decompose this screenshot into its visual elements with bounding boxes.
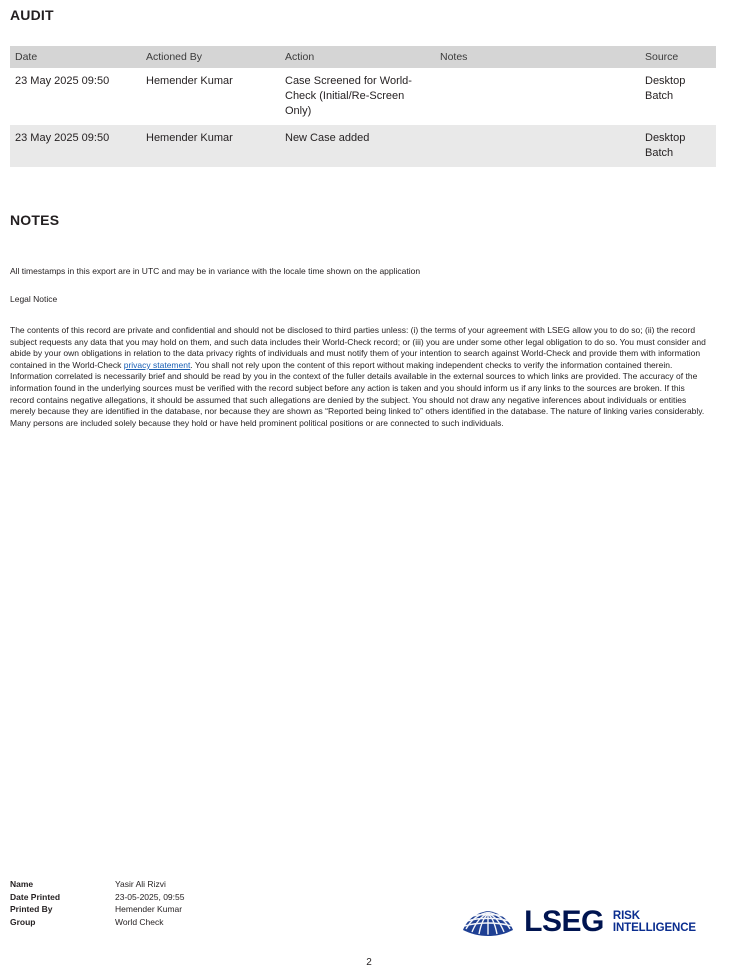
column-header-notes: Notes	[435, 46, 640, 68]
legal-text-part-1: The contents of this record are private and confidential and should not be disclosed to third parties unless: (i) the terms of your agreement with LSEG allow you to do so; (ii) the record subject requests any data that you may hold on them, and such data includes their World-Check record; or (iii) you are under some other legal obligation to do so. You must consider and abide by your own obligations in relation to the data privacy rights of individuals and must notify them of your intention to search against World-Check and provide them with information contained in the World-Check	[10, 325, 706, 370]
cell-notes	[435, 68, 640, 125]
utc-disclaimer: All timestamps in this export are in UTC and may be in variance with the locale time shown on the application	[10, 266, 421, 276]
column-header-source: Source	[640, 46, 716, 68]
legal-notice-heading: Legal Notice	[10, 294, 58, 304]
cell-actioned-by: Hemender Kumar	[141, 125, 280, 167]
footer-label-date-printed: Date Printed	[10, 891, 61, 902]
footer-row-group	[10, 917, 184, 930]
footer-row-date-printed	[10, 892, 184, 905]
notes-section-title: NOTES	[10, 212, 60, 228]
legal-text-part-2: . You shall not rely upon the content of this report without making independent checks to verify the information contained therein. Information correlated is necessarily brief and should be read by you in the context of the fuller details available in the external sources to which links are provided. The accuracy of the information found in the underlying sources must be verified with the record subject before any action is taken and you should inform us if any links to the sources are broken. If this record contains negative allegations, it should be assumed that such allegations are denied by the subject. You should not draw any negative inferences about individuals or entities merely because they are identified in the database, nor because they are shown as “Reported being linked to” others identified in the database. The nature of linking varies considerably. Many persons are included solely because they hold or have held prominent political positions or are connected to such individuals.	[10, 359, 705, 428]
lseg-sub-line-1: RISK	[612, 909, 640, 922]
footer-label-name: Name	[10, 879, 34, 889]
table-header-row	[10, 46, 716, 68]
cell-date: 23 May 2025 09:50	[10, 68, 141, 125]
column-header-date: Date	[10, 46, 141, 68]
footer-value-date-printed: 23-05-2025, 09:55	[115, 891, 185, 902]
cell-source: Desktop Batch	[640, 68, 716, 125]
page-number: 2	[366, 957, 372, 968]
cell-action: Case Screened for World-Check (Initial/Re-Screen Only)	[280, 68, 435, 125]
lseg-emblem-icon	[461, 907, 515, 937]
footer-row-name	[10, 879, 184, 892]
lseg-sub-line-2: INTELLIGENCE	[612, 922, 696, 934]
footer-value-group: World Check	[115, 916, 164, 927]
column-header-actioned-by: Actioned By	[141, 46, 280, 68]
cell-source: Desktop Batch	[640, 125, 716, 167]
privacy-statement-link[interactable]: privacy statement	[123, 359, 191, 370]
audit-section-title: AUDIT	[10, 7, 54, 23]
legal-notice-body	[10, 325, 710, 429]
footer-label-group: Group	[10, 916, 36, 927]
cell-notes	[435, 125, 640, 167]
cell-date: 23 May 2025 09:50	[10, 125, 141, 167]
lseg-logo	[461, 907, 696, 937]
cell-actioned-by: Hemender Kumar	[141, 68, 280, 125]
audit-table	[10, 46, 716, 167]
cell-action: New Case added	[280, 125, 435, 167]
footer-row-printed-by	[10, 904, 184, 917]
lseg-wordmark: LSEG	[524, 905, 604, 938]
column-header-action: Action	[280, 46, 435, 68]
footer-metadata	[10, 879, 184, 929]
footer-label-printed-by: Printed By	[10, 904, 53, 914]
footer-value-name: Yasir Ali Rizvi	[115, 879, 166, 889]
table-row	[10, 125, 716, 167]
lseg-sub-wordmark	[613, 910, 696, 935]
footer-value-printed-by: Hemender Kumar	[115, 904, 183, 914]
table-row	[10, 68, 716, 125]
